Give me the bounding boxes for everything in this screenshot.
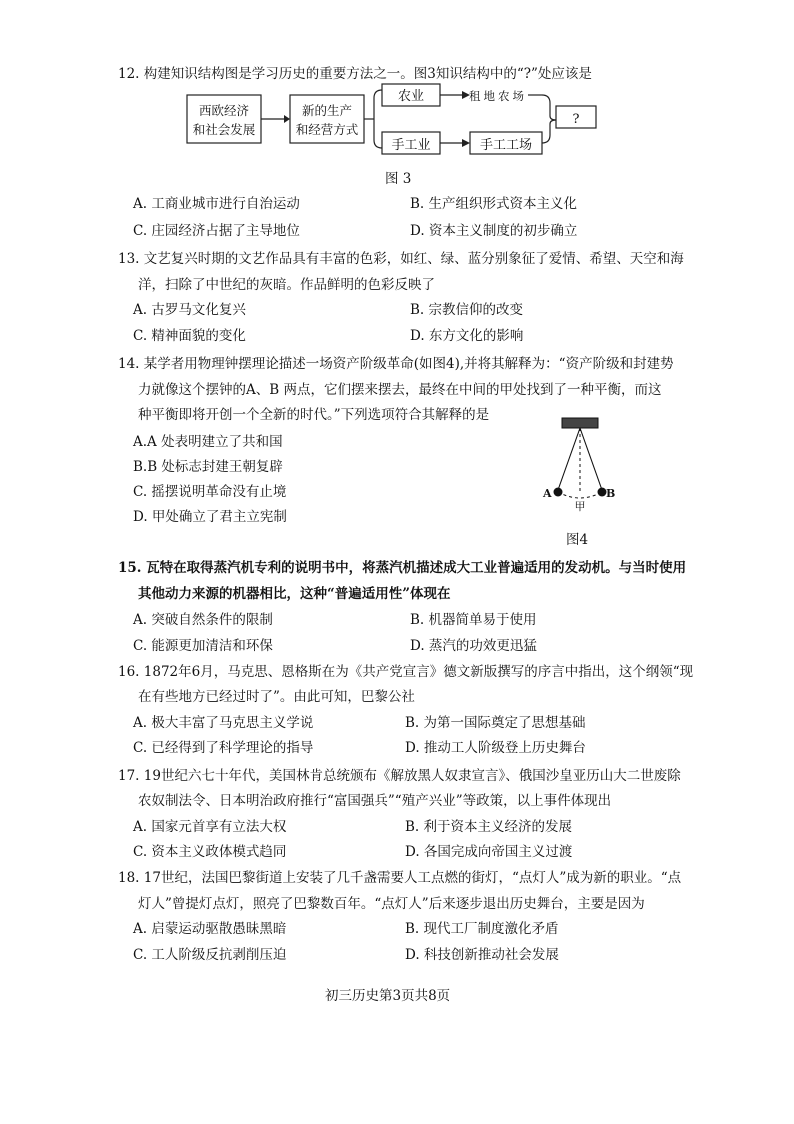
q12-option-c[interactable]: C. 庄园经济占据了主导地位 — [133, 223, 300, 239]
farm-label: 租地农场 — [469, 89, 527, 103]
q17-option-b[interactable]: B. 利于资本主义经济的发展 — [405, 819, 573, 835]
q12-stem: 12. 构建知识结构图是学习历史的重要方法之一。图3知识结构中的“?”处应该是 — [118, 66, 592, 82]
q18-line2: 灯人”曾提灯点灯，照亮了巴黎数百年。“点灯人”后来逐步退出历史舞台，主要是因为 — [138, 896, 645, 912]
q13-line2: 洋，扫除了中世纪的灰暗。作品鲜明的色彩反映了 — [138, 277, 435, 293]
q15-option-a[interactable]: A. 突破自然条件的限制 — [133, 612, 273, 628]
pendulum-bob-a — [554, 488, 563, 497]
q18-option-a[interactable]: A. 启蒙运动驱散愚昧黑暗 — [133, 921, 287, 937]
figure3-caption: 图 3 — [385, 171, 412, 187]
q15-option-c[interactable]: C. 能源更加清洁和环保 — [133, 638, 273, 654]
q18-option-c[interactable]: C. 工人阶级反抗剥削压迫 — [133, 947, 287, 963]
q12-option-d[interactable]: D. 资本主义制度的初步确立 — [410, 223, 578, 239]
q17-line1: 17. 19世纪六七十年代，美国林肯总统颁布《解放黑人奴隶宣言》、俄国沙皇亚历山大二世废除 — [118, 768, 681, 784]
q15-option-b[interactable]: B. 机器简单易于使用 — [410, 612, 537, 628]
q14-line1: 14. 某学者用物理钟摆理论描述一场资产阶级革命(如图4),并将其解释为：“资产阶级和封建势 — [118, 356, 674, 372]
q16-option-d[interactable]: D. 推动工人阶级登上历史舞台 — [405, 740, 586, 756]
q15-line2: 其他动力来源的机器相比，这种“普遍适用性”体现在 — [138, 586, 451, 602]
pendulum-mount — [562, 418, 598, 428]
pendulum-figure — [536, 414, 626, 524]
question-mark: ? — [572, 112, 580, 127]
q13-line1: 13. 文艺复兴时期的文艺作品具有丰富的色彩，如红、绿、蓝分别象征了爱情、希望、天空和海 — [118, 251, 684, 267]
q17-option-c[interactable]: C. 资本主义政体模式趋同 — [133, 844, 287, 860]
box1-line2: 和社会发展 — [192, 122, 256, 137]
label-b: B — [606, 487, 616, 500]
q17-option-a[interactable]: A. 国家元首享有立法大权 — [133, 819, 287, 835]
label-a: A — [543, 487, 552, 500]
q13-option-b[interactable]: B. 宗教信仰的改变 — [410, 302, 524, 318]
workshop-label: 手工工场 — [479, 138, 533, 153]
box2-line2: 和经营方式 — [295, 122, 359, 137]
q18-option-b[interactable]: B. 现代工厂制度激化矛盾 — [405, 921, 559, 937]
q18-option-d[interactable]: D. 科技创新推动社会发展 — [405, 947, 559, 963]
q12-option-b[interactable]: B. 生产组织形式资本主义化 — [410, 196, 578, 212]
handicraft-label: 手工业 — [391, 138, 431, 153]
box1-line1: 西欧经济 — [198, 103, 250, 118]
page-footer: 初三历史第3页共8页 — [325, 988, 451, 1004]
q15-option-d[interactable]: D. 蒸汽的功效更迅猛 — [410, 638, 537, 654]
q18-line1: 18. 17世纪，法国巴黎街道上安装了几千盏需要人工点燃的街灯，“点灯人”成为新的职业。“点 — [118, 870, 682, 886]
figure4-caption: 图4 — [566, 532, 589, 548]
q15-line1: 15. 瓦特在取得蒸汽机专利的说明书中，将蒸汽机描述成大工业普遍适用的发动机。与当时使用 — [118, 560, 687, 576]
label-jia: 甲 — [574, 500, 586, 513]
q16-option-c[interactable]: C. 已经得到了科学理论的指导 — [133, 740, 314, 756]
q14-line2: 力就像这个摆钟的A、B 两点，它们摆来摆去，最终在中间的甲处找到了一种平衡，而这 — [138, 382, 662, 398]
q14-option-b[interactable]: B.B 处标志封建王朝复辟 — [133, 459, 283, 475]
q16-option-b[interactable]: B. 为第一国际奠定了思想基础 — [405, 715, 586, 731]
q16-option-a[interactable]: A. 极大丰富了马克思主义学说 — [133, 715, 314, 731]
q14-option-a[interactable]: A.A 处表明建立了共和国 — [133, 434, 283, 450]
box2-line1: 新的生产 — [301, 103, 353, 118]
agri-label: 农业 — [397, 89, 425, 104]
q13-option-c[interactable]: C. 精神面貌的变化 — [133, 328, 246, 344]
q16-line1: 16. 1872年6月，马克思、恩格斯在为《共产党宣言》德文新版撰写的序言中指出，这个纲领“现 — [118, 664, 694, 680]
q14-line3: 种平衡即将开创一个全新的时代。”下列选项符合其解释的是 — [138, 407, 490, 423]
q17-option-d[interactable]: D. 各国完成向帝国主义过渡 — [405, 844, 573, 860]
q17-line2: 农奴制法令、日本明治政府推行“富国强兵”“殖产兴业”等政策，以上事件体现出 — [138, 793, 612, 809]
q14-option-d[interactable]: D. 甲处确立了君主立宪制 — [133, 509, 287, 525]
q13-option-d[interactable]: D. 东方文化的影响 — [410, 328, 524, 344]
q14-option-c[interactable]: C. 摇摆说明革命没有止境 — [133, 484, 287, 500]
q12-option-a[interactable]: A. 工商业城市进行自治运动 — [133, 196, 300, 212]
q16-line2: 在有些地方已经过时了”。由此可知，巴黎公社 — [138, 689, 415, 705]
q13-option-a[interactable]: A. 古罗马文化复兴 — [133, 302, 246, 318]
knowledge-structure-diagram — [180, 80, 600, 160]
